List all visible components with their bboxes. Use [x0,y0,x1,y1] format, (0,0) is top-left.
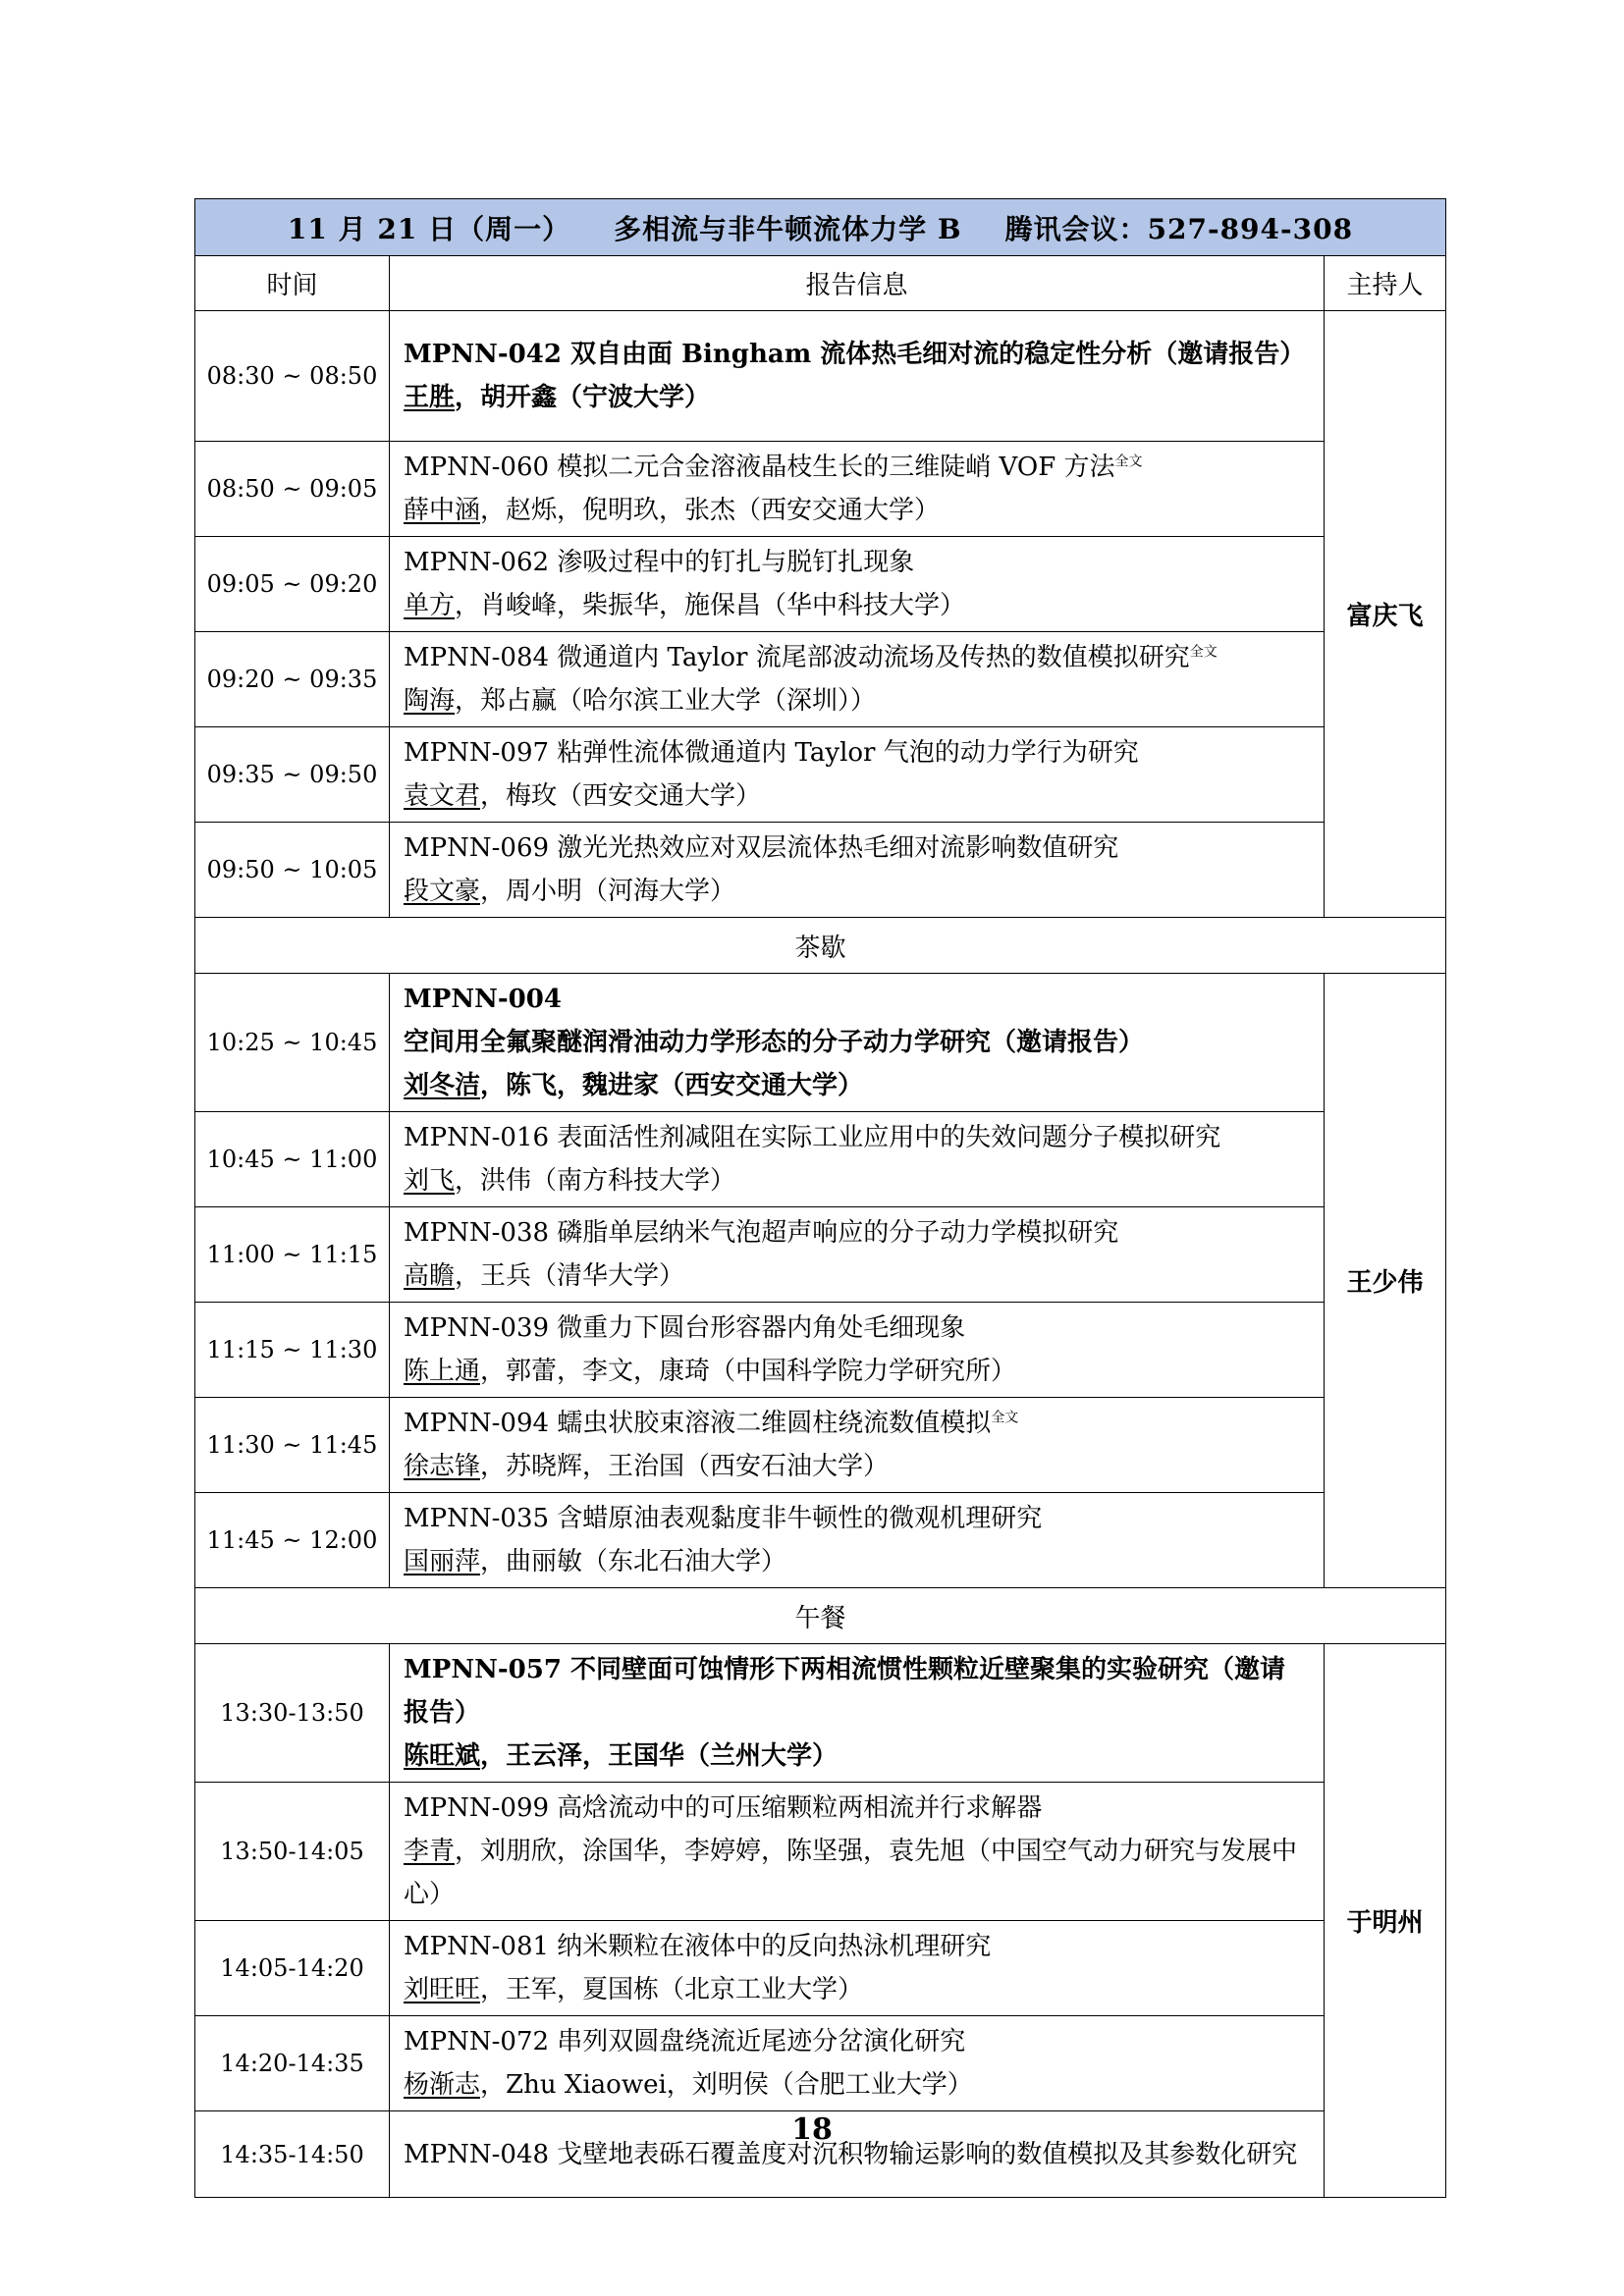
talk-title-line [404,1787,1310,1830]
talk-info [390,1398,1325,1493]
talk-row [195,823,1446,918]
talk-title-line [404,636,1310,679]
talk-coauthors: ，肖峻峰，柴振华，施保昌（华中科技大学） [455,591,966,620]
talk-authors [404,870,1310,913]
talk-authors [404,1540,1310,1583]
talk-coauthors: ，梅玫（西安交通大学） [480,781,762,811]
talk-code: MPNN-057 [404,1655,562,1684]
talk-title: 双自由面 Bingham 流体热毛细对流的稳定性分析（邀请报告） [570,340,1306,369]
talk-time: 13:30-13:50 [195,1644,390,1783]
talk-presenter: 高瞻 [404,1261,456,1291]
talk-info [390,1303,1325,1398]
talk-title: 粘弹性流体微通道内 Taylor 气泡的动力学行为研究 [557,738,1139,768]
talk-title: 激光光热效应对双层流体热毛细对流影响数值研究 [557,833,1119,863]
break-row [195,918,1446,974]
talk-info [390,823,1325,918]
talk-code: MPNN-035 [404,1504,550,1533]
talk-time: 11:00 ~ 11:15 [195,1207,390,1303]
talk-presenter: 陶海 [404,686,456,716]
talk-title: 含蜡原油表观黏度非牛顿性的微观机理研究 [557,1504,1043,1533]
talk-code: MPNN-094 [404,1409,550,1438]
talk-title-line [404,1648,1310,1735]
talk-title: 纳米颗粒在液体中的反向热泳机理研究 [557,1932,992,1961]
talk-authors [404,1255,1310,1298]
talk-code: MPNN-081 [404,1932,550,1961]
column-header-time: 时间 [195,256,390,311]
talk-presenter: 袁文君 [404,781,481,811]
talk-row [195,1112,1446,1207]
talk-authors [404,376,1310,419]
talk-time: 09:20 ~ 09:35 [195,632,390,727]
schedule-table [194,198,1446,2198]
talk-coauthors: ，郑占赢（哈尔滨工业大学（深圳）） [455,686,877,716]
talk-coauthors: ，陈飞，魏进家（西安交通大学） [480,1071,864,1100]
talk-title: 微重力下圆台形容器内角处毛细现象 [557,1313,966,1343]
break-row [195,1588,1446,1644]
talk-authors [404,1159,1310,1202]
talk-title-line [404,1925,1310,1968]
talk-time: 08:30 ~ 08:50 [195,311,390,442]
talk-row [195,1398,1446,1493]
talk-title-line [404,333,1310,376]
session-host: 于明州 [1325,1644,1446,2198]
talk-info [390,632,1325,727]
talk-row [195,442,1446,537]
break-label: 午餐 [195,1588,1446,1644]
talk-time: 13:50-14:05 [195,1783,390,1921]
talk-info [390,2016,1325,2111]
break-label: 茶歇 [195,918,1446,974]
talk-authors [404,1350,1310,1393]
talk-coauthors: ，洪伟（南方科技大学） [455,1166,736,1196]
talk-time: 08:50 ~ 09:05 [195,442,390,537]
talk-coauthors: ，王军，夏国栋（北京工业大学） [480,1975,864,2004]
talk-authors [404,1968,1310,2011]
talk-info [390,1921,1325,2016]
talk-coauthors: ，王云泽，王国华（兰州大学） [480,1741,839,1771]
talk-coauthors: ，Zhu Xiaowei，刘明侯（合肥工业大学） [480,2070,973,2100]
fulltext-mark: 全文 [991,1410,1019,1426]
session-date: 11 月 21 日（周一） [287,212,571,245]
talk-presenter: 单方 [404,591,456,620]
talk-row [195,2016,1446,2111]
talk-title: 空间用全氟聚醚润滑油动力学形态的分子动力学研究（邀请报告） [404,1028,1145,1057]
talk-info [390,974,1325,1112]
talk-presenter: 薛中涵 [404,496,481,525]
talk-row [195,1303,1446,1398]
talk-authors [404,1735,1310,1778]
talk-time: 14:35-14:50 [195,2111,390,2198]
talk-authors [404,584,1310,627]
talk-coauthors: ，周小明（河海大学） [480,877,736,906]
talk-code: MPNN-060 [404,453,550,482]
talk-time: 11:15 ~ 11:30 [195,1303,390,1398]
talk-time: 11:30 ~ 11:45 [195,1398,390,1493]
talk-presenter: 段文豪 [404,877,481,906]
talk-info [390,442,1325,537]
talk-time: 14:20-14:35 [195,2016,390,2111]
talk-time: 09:35 ~ 09:50 [195,727,390,823]
talk-coauthors: ，苏晓辉，王治国（西安石油大学） [480,1452,890,1481]
talk-coauthors: ，王兵（清华大学） [455,1261,685,1291]
talk-authors [404,774,1310,818]
talk-time: 10:45 ~ 11:00 [195,1112,390,1207]
talk-presenter: 刘旺旺 [404,1975,481,2004]
talk-title: 串列双圆盘绕流近尾迹分岔演化研究 [557,2027,966,2056]
talk-title-line [404,1211,1310,1255]
talk-title-line [404,731,1310,774]
talk-coauthors: ，郭蕾，李文，康琦（中国科学院力学研究所） [480,1357,1017,1386]
talk-row [195,537,1446,632]
talk-code: MPNN-097 [404,738,550,768]
talk-authors [404,489,1310,532]
talk-code: MPNN-062 [404,548,550,577]
talk-authors [404,1830,1310,1916]
talk-title: 戈壁地表砾石覆盖度对沉积物输运影响的数值模拟及其参数化研究 [557,2139,1298,2169]
column-header-host: 主持人 [1325,256,1446,311]
talk-time: 14:05-14:20 [195,1921,390,2016]
session-title [195,199,1446,256]
schedule-body [195,311,1446,2198]
talk-row [195,1644,1446,1783]
talk-row [195,632,1446,727]
talk-info [390,1493,1325,1588]
talk-presenter: 杨渐志 [404,2070,481,2100]
talk-presenter: 徐志锋 [404,1452,481,1481]
talk-presenter: 陈旺斌 [404,1741,481,1771]
talk-row [195,1493,1446,1588]
talk-code: MPNN-099 [404,1793,550,1823]
talk-time: 09:50 ~ 10:05 [195,823,390,918]
talk-authors [404,1445,1310,1488]
talk-code: MPNN-069 [404,833,550,863]
fulltext-mark: 全文 [1114,454,1143,470]
talk-time: 09:05 ~ 09:20 [195,537,390,632]
talk-title: 表面活性剂减阻在实际工业应用中的失效问题分子模拟研究 [557,1123,1221,1152]
talk-code: MPNN-072 [404,2027,550,2056]
talk-title: 渗吸过程中的钉扎与脱钉扎现象 [557,548,915,577]
talk-title: 高焓流动中的可压缩颗粒两相流并行求解器 [557,1793,1043,1823]
talk-coauthors: ，刘朋欣，涂国华，李婷婷，陈坚强，袁先旭（中国空气动力研究与发展中心） [404,1837,1298,1909]
talk-code: MPNN-004 [404,985,562,1014]
talk-code: MPNN-016 [404,1123,550,1152]
talk-row [195,1921,1446,2016]
talk-title-line [404,446,1310,489]
talk-authors [404,2063,1310,2107]
talk-presenter: 王胜 [404,383,456,412]
talk-title-line [404,1116,1310,1159]
talk-presenter: 国丽萍 [404,1547,481,1576]
talk-title-line [404,827,1310,870]
talk-title-line [404,1497,1310,1540]
talk-code: MPNN-039 [404,1313,550,1343]
talk-coauthors: ，曲丽敏（东北石油大学） [480,1547,787,1576]
talk-title-line [404,2020,1310,2063]
talk-time: 10:25 ~ 10:45 [195,974,390,1112]
talk-title: 磷脂单层纳米气泡超声响应的分子动力学模拟研究 [557,1218,1119,1248]
session-title-row [195,199,1446,256]
talk-code: MPNN-084 [404,643,550,672]
session-host: 王少伟 [1325,974,1446,1588]
talk-info [390,537,1325,632]
talk-title: 不同壁面可蚀情形下两相流惯性颗粒近壁聚集的实验研究（邀请报告） [404,1655,1286,1728]
talk-time: 11:45 ~ 12:00 [195,1493,390,1588]
session-name: 多相流与非牛顿流体力学 B [614,212,962,245]
talk-presenter: 刘飞 [404,1166,456,1196]
column-header-row [195,256,1446,311]
talk-row [195,974,1446,1112]
talk-code: MPNN-042 [404,340,562,369]
meeting-id: 腾讯会议：527-894-308 [1004,212,1354,245]
talk-row [195,311,1446,442]
talk-title-line [404,541,1310,584]
talk-title-line [404,978,1310,1064]
talk-presenter: 李青 [404,1837,456,1866]
talk-presenter: 陈上通 [404,1357,481,1386]
talk-info [390,311,1325,442]
talk-code: MPNN-038 [404,1218,550,1248]
talk-title-line [404,1307,1310,1350]
talk-info [390,1783,1325,1921]
talk-authors [404,679,1310,722]
page-number: 18 [791,2112,833,2147]
talk-coauthors: ，赵烁，倪明玖，张杰（西安交通大学） [480,496,941,525]
talk-title-line [404,1402,1310,1445]
talk-row [195,727,1446,823]
talk-title: 模拟二元合金溶液晶枝生长的三维陡峭 VOF 方法 [557,453,1115,482]
session-host: 富庆飞 [1325,311,1446,918]
talk-code: MPNN-048 [404,2139,550,2169]
fulltext-mark: 全文 [1189,644,1218,661]
talk-info [390,1112,1325,1207]
talk-presenter: 刘冬洁 [404,1071,481,1100]
column-header-info: 报告信息 [390,256,1325,311]
talk-info [390,1207,1325,1303]
talk-info [390,727,1325,823]
talk-authors [404,1064,1310,1107]
talk-title: 微通道内 Taylor 流尾部波动流场及传热的数值模拟研究 [557,643,1190,672]
talk-info [390,1644,1325,1783]
talk-row [195,1783,1446,1921]
talk-title: 蠕虫状胶束溶液二维圆柱绕流数值模拟 [557,1409,992,1438]
talk-row [195,1207,1446,1303]
talk-coauthors: ，胡开鑫（宁波大学） [455,383,711,412]
